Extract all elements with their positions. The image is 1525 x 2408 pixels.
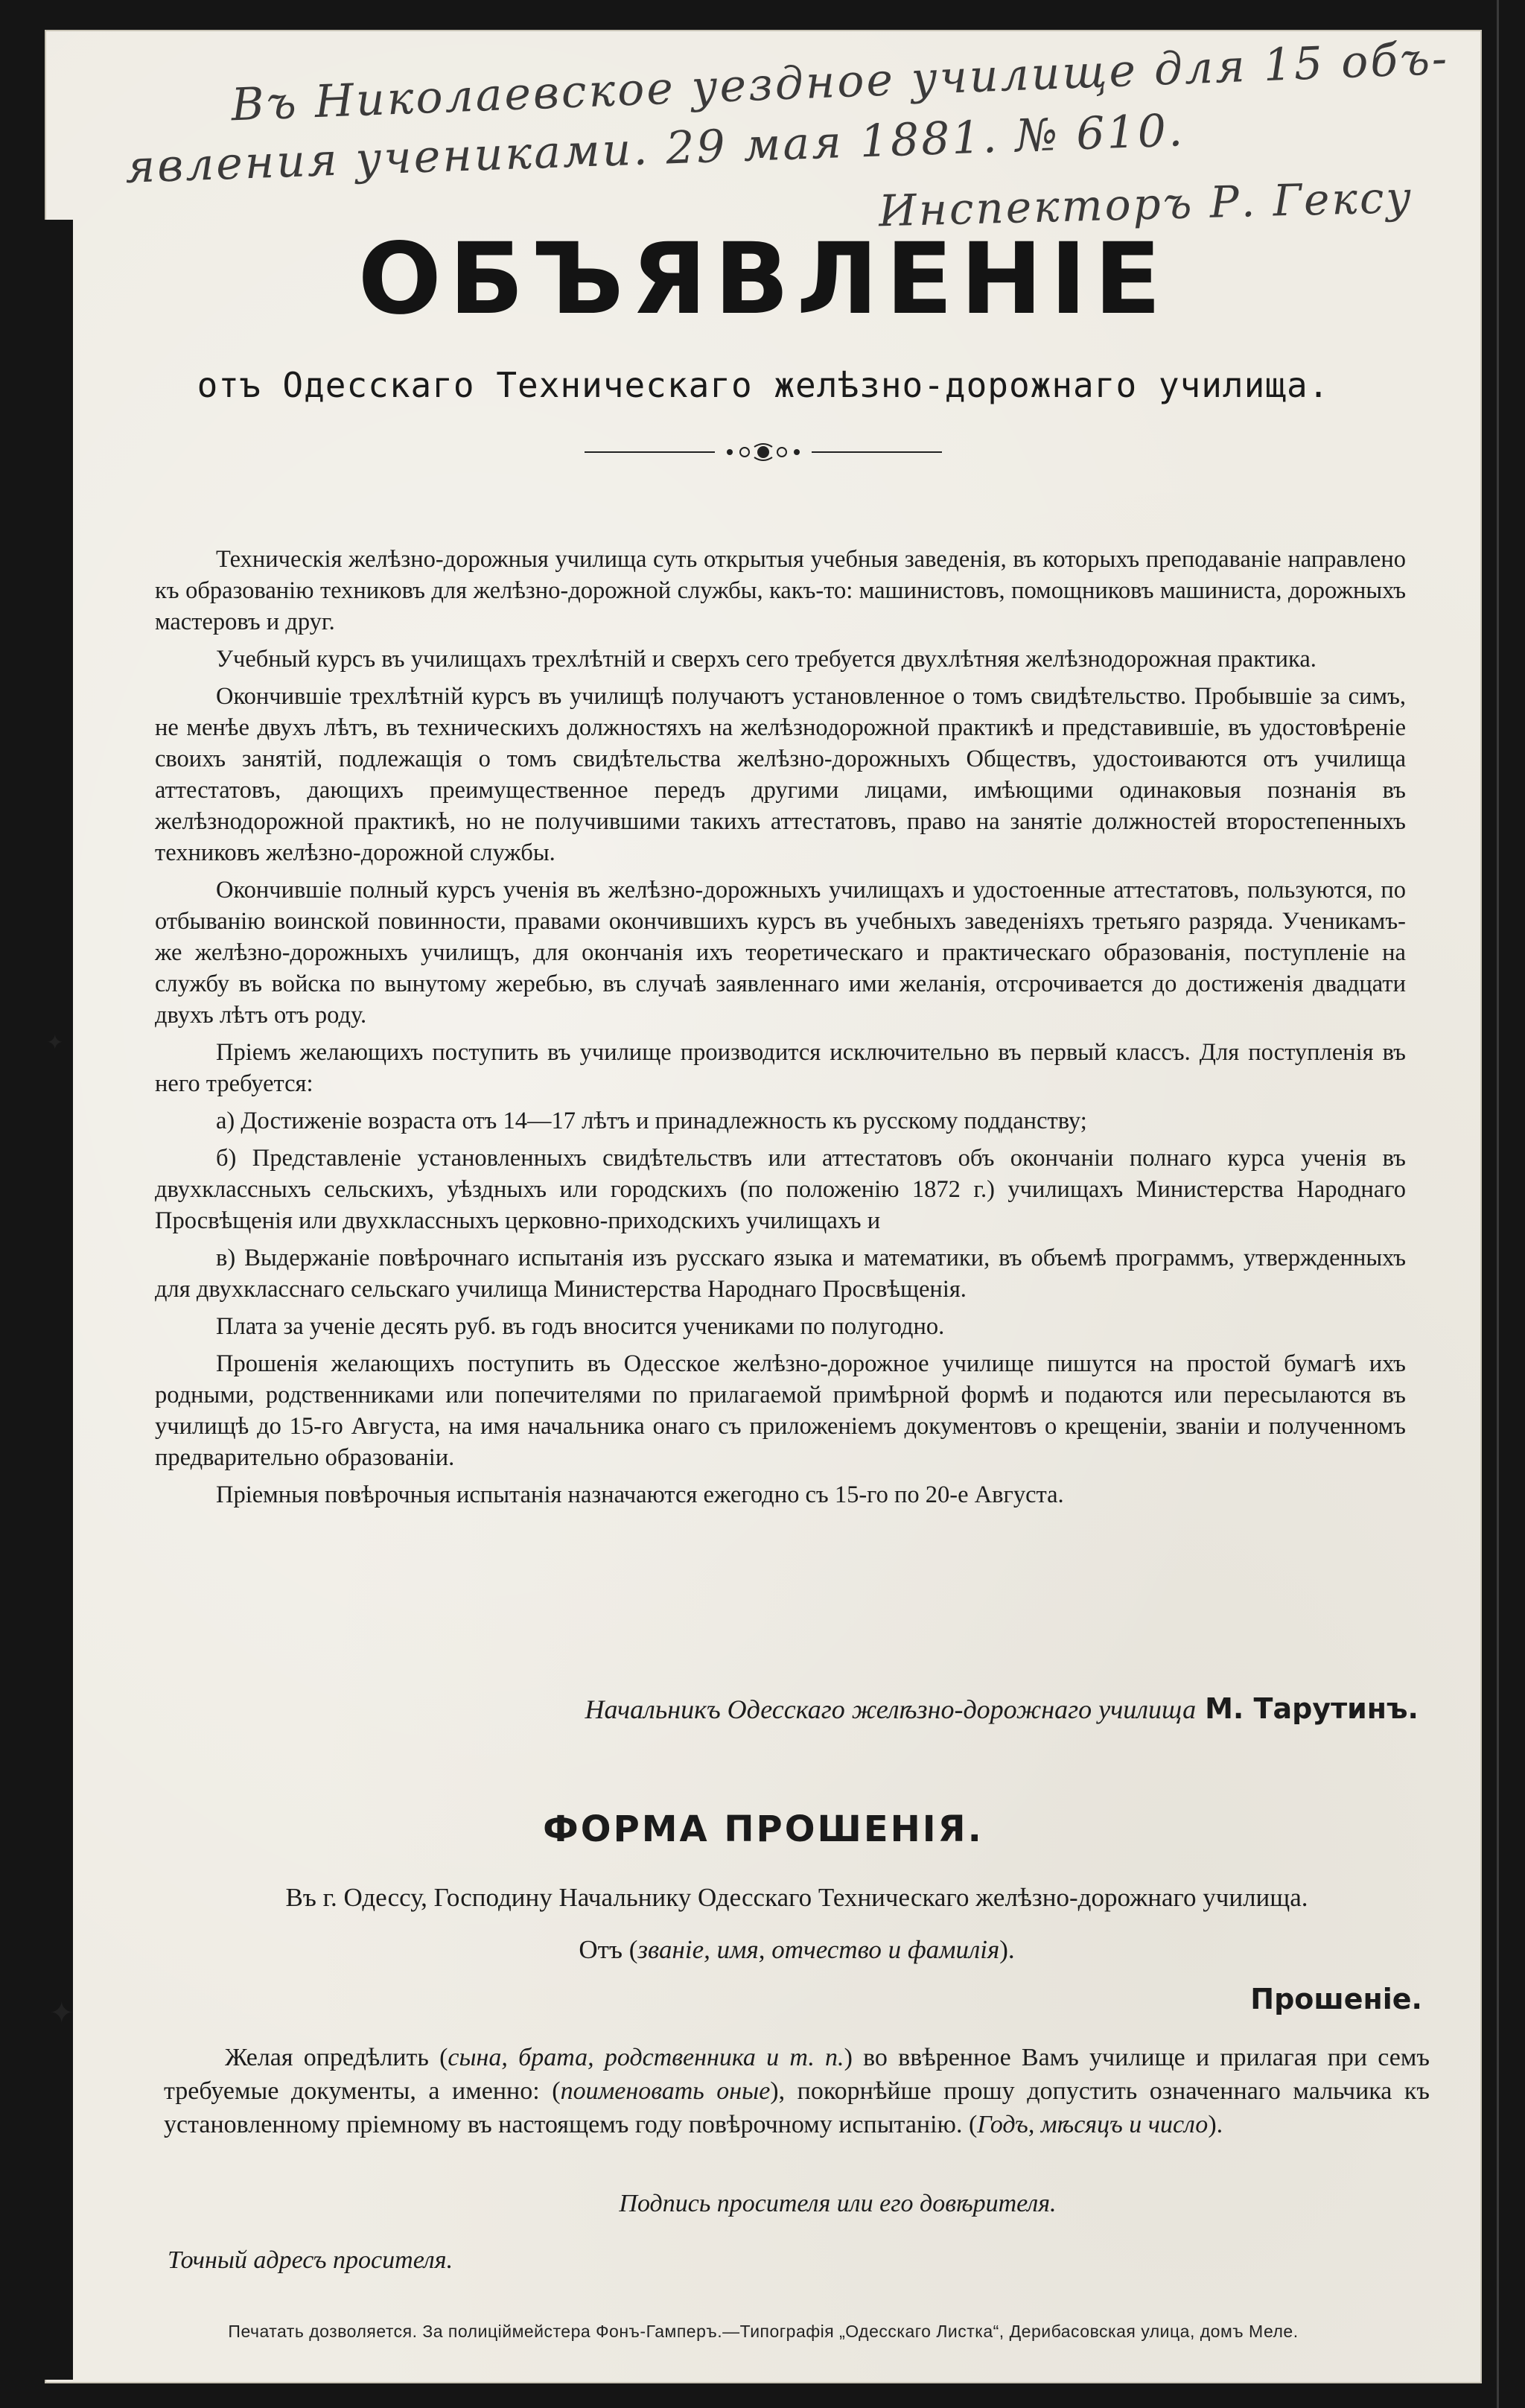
requirement-b: б) Представленіе установленныхъ свидѣтельствъ или аттестатовъ объ окончаніи полнаго курса ученія въ двухклассныхъ сельскихъ, уѣздныхъ или городскихъ (по положенію 1872 г.) училищахъ Министерства Народнаго Просвѣщенія или двухклассныхъ церковно-приходскихъ училищахъ и [155, 1145, 1406, 1234]
pin-mark-icon: ✦ [49, 1996, 74, 2030]
form-request-body [164, 2041, 1430, 2141]
form-from-fields: званіе, имя, отчество и фамилія [637, 1935, 1000, 1964]
paragraph-course: Учебный курсъ въ училищахъ трехлѣтній и сверхъ сего требуется двухлѣтняя желѣзнодорожная практика. [216, 646, 1317, 673]
form-from-line [171, 1935, 1422, 1965]
form-applicant-signature: Подпись просителя или его довѣрителя. [619, 2190, 1057, 2217]
form-title: ФОРМА ПРОШЕНІЯ. [543, 1808, 984, 1850]
form-body-documents: поименовать оные [560, 2077, 771, 2105]
pin-mark-icon: ✦ [46, 1030, 64, 1055]
handwritten-note-line-1: Въ Николаевское уездное училище для 15 объ- [230, 32, 1451, 132]
printer-imprint: Печатать дозволяется. За полиціймейстера Фонъ-Гамперъ.—Типографія „Одесскаго Листка“, Дерибасовская улица, домъ Меле. [228, 2322, 1299, 2341]
form-applicant-address: Точный адресъ просителя. [168, 2246, 453, 2274]
handwritten-inspector-signature: Инспекторъ Р. Гексу [878, 171, 1414, 237]
document-title: ОБЪЯВЛЕНІЕ [357, 222, 1169, 337]
paragraph-admission: Пріемъ желающихъ поступить въ училище производится исключительно въ первый классъ. Для поступленія въ него требуется: [155, 1039, 1406, 1097]
paragraph-exams: Пріемныя повѣрочныя испытанія назначаются ежегодно съ 15-го по 20-е Августа. [216, 1481, 1064, 1508]
archive-frame-edge [1497, 0, 1499, 2408]
paragraph-certificates: Окончившіе трехлѣтній курсъ въ училищѣ получаютъ установленное о томъ свидѣтельство. Пробывшіе за симъ, не менѣе двухъ лѣтъ, въ техническихъ должностяхъ на желѣзнодорожной практикѣ и представившіе, въ удостовѣреніе своихъ занятій, подлежащія о томъ свидѣтельства желѣзно-дорожныхъ Обществъ, удостоиваются отъ училища аттестатовъ, дающихъ преимущественное передъ другими лицами, имѣющими одинаковыя познанія въ желѣзнодорожной практикѣ, но не получившими такихъ аттестатовъ, право на занятіе должностей второстепенныхъ техниковъ желѣзно-дорожной службы. [155, 683, 1406, 866]
form-body-part-2: ) во ввѣренное Вамъ училище и прилагая при семъ требуемые документы, а именно: ( [164, 2044, 1430, 2105]
form-body-part-3: ), покорнѣйше прошу допустить означеннаго мальчика къ установленному пріемному въ настоящемъ году повѣрочному испытанію. ( [164, 2077, 1430, 2138]
paragraph-petitions: Прошенія желающихъ поступить въ Одесское желѣзно-дорожное училище пишутся на простой бумагѣ ихъ родными, родственниками или попечителями по прилагаемой примѣрной формѣ и подаются или пересылаются въ училищѣ до 15-го Августа, на имя начальника онаго съ приложеніемъ документовъ о крещеніи, званіи и полученномъ предварительно образованіи. [155, 1350, 1406, 1471]
director-signature [45, 1692, 1419, 1725]
document-page [45, 30, 1482, 2383]
director-role: Начальникъ Одесскаго желѣзно-дорожнаго училища [585, 1694, 1197, 1724]
requirement-a: а) Достиженіе возраста отъ 14—17 лѣтъ и принадлежность къ русскому подданству; [216, 1108, 1087, 1134]
announcement-body [155, 544, 1406, 1516]
form-body-date: Годъ, мѣсяцъ и число [977, 2111, 1209, 2138]
director-name: М. Тарутинъ. [1205, 1692, 1419, 1725]
paragraph-fee: Плата за ученіе десять руб. въ годъ вносится учениками по полугодно. [216, 1313, 945, 1340]
document-subtitle: отъ Одесскаго Техническаго желѣзно-дорожнаго училища. [197, 365, 1330, 405]
form-body-part-4: ). [1208, 2111, 1223, 2138]
form-body-relation: сына, брата, родственника и т. п. [448, 2044, 844, 2071]
paragraph-privileges: Окончившіе полный курсъ ученія въ желѣзно-дорожныхъ училищахъ и удостоенные аттестатовъ, пользуются, по отбыванію воинской повинности, правами окончившихъ курсъ въ учебныхъ заведеніяхъ третьяго разряда. Ученикамъ-же желѣзно-дорожныхъ училищъ, для окончанія ихъ теоретическаго и практическаго образованія, поступленіе на службу въ войска по вынутому жеребью, въ случаѣ заявленнаго ими желанія, отсрочивается до достиженія двадцати двухъ лѣтъ отъ роду. [155, 877, 1406, 1029]
form-request-heading: Прошеніе. [1250, 1983, 1422, 2015]
form-addressee: Въ г. Одессу, Господину Начальнику Одесскаго Техническаго желѣзно-дорожнаго училища. [285, 1883, 1308, 1912]
form-from-suffix: ). [999, 1935, 1015, 1964]
paragraph-schools: Техническія желѣзно-дорожныя училища суть открытыя учебныя заведенія, въ которыхъ преподаваніе направлено къ образованію техниковъ для желѣзно-дорожной службы, какъ-то: машинистовъ, помощниковъ машиниста, дорожныхъ мастеровъ и друг. [155, 546, 1406, 635]
form-from-prefix: Отъ ( [579, 1935, 638, 1964]
form-body-part-1: Желая опредѣлить ( [225, 2044, 448, 2071]
requirement-c: в) Выдержаніе повѣрочнаго испытанія изъ русскаго языка и математики, въ объемѣ программъ, утвержденныхъ для двухкласснаго сельскаго училища Министерства Народнаго Просвѣщенія. [155, 1245, 1406, 1303]
paper-torn-edge [45, 220, 73, 2380]
ornament-divider [585, 441, 942, 463]
handwritten-note-line-2: явления учениками. 29 мая 1881. № 610. [124, 104, 1186, 194]
